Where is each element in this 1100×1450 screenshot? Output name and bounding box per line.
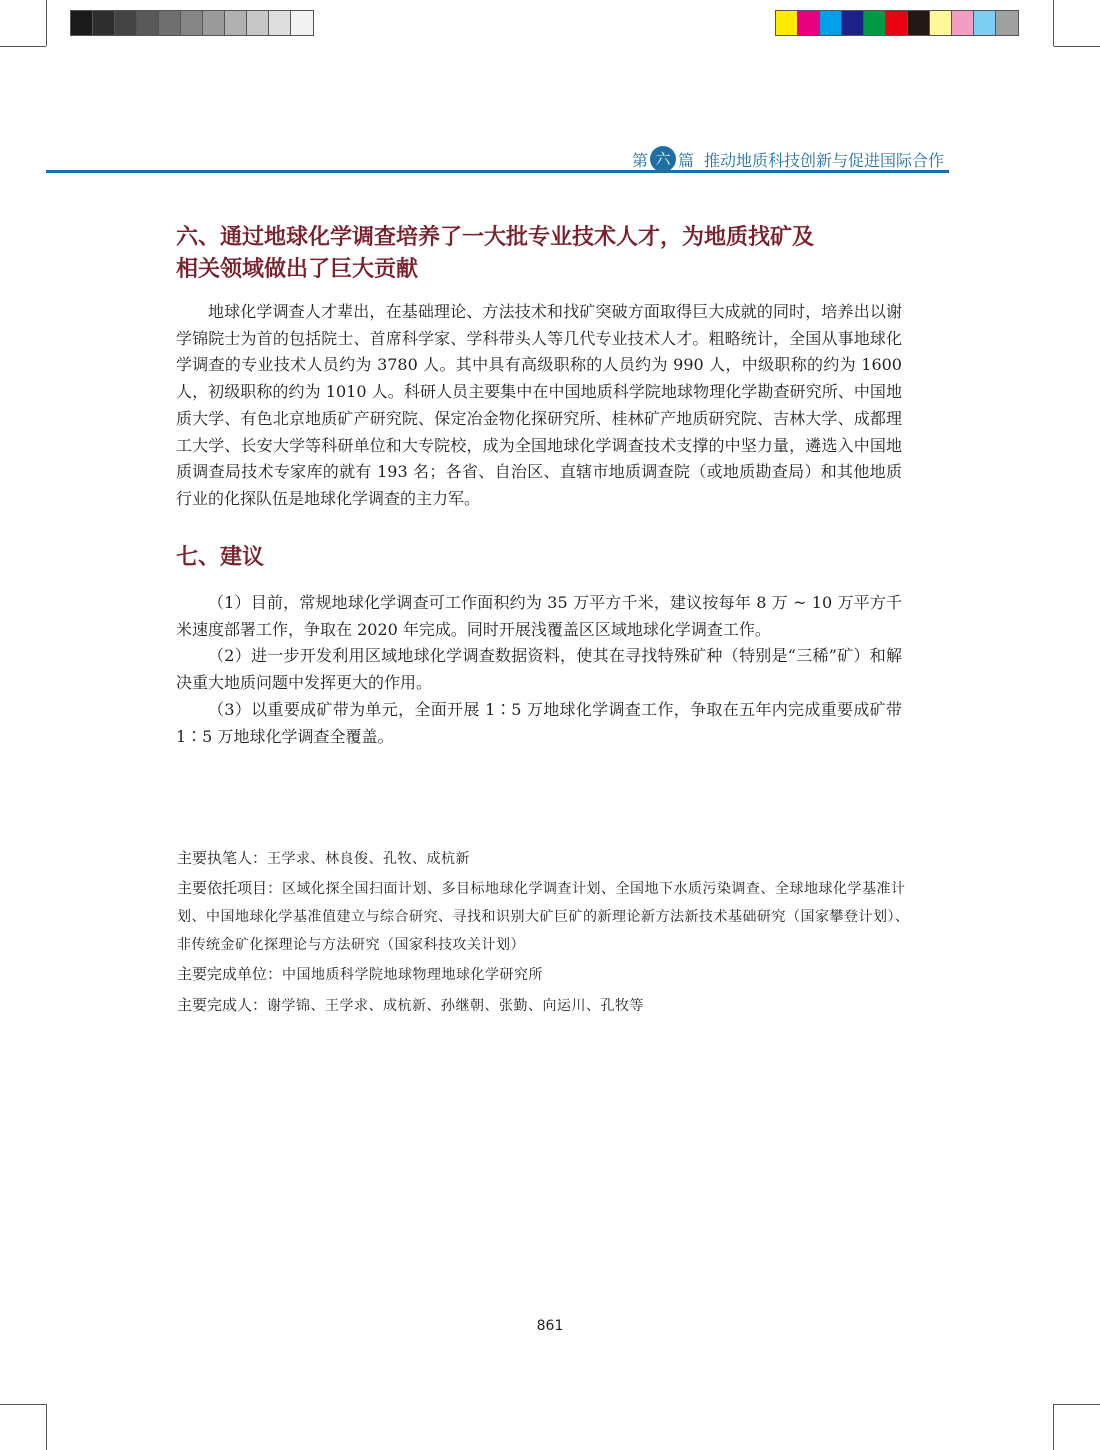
credit-people	[177, 990, 917, 1021]
color-swatch	[820, 11, 842, 35]
color-swatch	[886, 11, 908, 35]
credits-block	[177, 843, 917, 1021]
part-suffix: 篇	[678, 150, 695, 170]
color-swatch	[776, 11, 798, 35]
grayscale-calibration-bar	[70, 10, 314, 36]
crop-mark	[1054, 1404, 1100, 1405]
credit-value: 中国地质科学院地球物理地球化学研究所	[282, 967, 544, 983]
color-swatch	[952, 11, 974, 35]
part-prefix: 第	[632, 150, 649, 170]
color-swatch	[974, 11, 996, 35]
gray-swatch	[225, 11, 247, 35]
color-swatch	[864, 11, 886, 35]
color-swatch	[996, 11, 1018, 35]
crop-mark	[1053, 0, 1054, 46]
recommendation-item: （3）以重要成矿带为单元，全面开展 1∶5 万地球化学调查工作，争取在五年内完成重要成矿带 1∶5 万地球化学调查全覆盖。	[176, 699, 902, 746]
gray-swatch	[159, 11, 181, 35]
credit-value: 谢学锦、王学求、成杭新、孙继朝、张勤、向运川、孔牧等	[267, 998, 645, 1014]
section-7-title: 七、建议	[176, 545, 265, 570]
section-7-body	[176, 590, 902, 750]
gray-swatch	[93, 11, 115, 35]
color-swatch	[930, 11, 952, 35]
crop-mark	[46, 0, 47, 46]
credit-value: 王学求、林良俊、孔牧、成杭新	[267, 851, 471, 867]
gray-swatch	[291, 11, 313, 35]
color-calibration-bar	[775, 10, 1019, 36]
color-swatch	[908, 11, 930, 35]
recommendation-item: （1）目前，常规地球化学调查可工作面积约为 35 万平方千米，建议按每年 8 万 ~ 10 万平方千米速度部署工作，争取在 2020 年完成。同时开展浅覆盖区区域地球化学调查工作。	[176, 593, 902, 639]
gray-swatch	[137, 11, 159, 35]
credit-value: 区域化探全国扫面计划、多目标地球化学调查计划、全国地下水质污染调查、全球地球化学基准计划、中国地球化学基准值建立与综合研究、寻找和识别大矿巨矿的新理论新方法新技术基础研究（国家攀登计划）、非传统金矿化探理论与方法研究（国家科技攻关计划）	[177, 881, 910, 953]
crop-mark	[0, 1404, 46, 1405]
crop-mark	[1054, 46, 1100, 47]
color-swatch	[842, 11, 864, 35]
credit-unit	[177, 959, 917, 990]
crop-mark	[0, 46, 46, 47]
crop-mark	[1053, 1404, 1054, 1450]
credit-label: 主要依托项目：	[177, 879, 283, 897]
crop-mark	[46, 1404, 47, 1450]
section-6-title-line1: 六、通过地球化学调查培养了一大批专业技术人才，为地质找矿及	[176, 225, 815, 250]
credit-writers	[177, 843, 917, 874]
gray-swatch	[269, 11, 291, 35]
color-swatch	[798, 11, 820, 35]
gray-swatch	[181, 11, 203, 35]
recommendation-item: （2）进一步开发利用区域地球化学调查数据资料，使其在寻找特殊矿种（特别是“三稀”矿）和解决重大地质问题中发挥更大的作用。	[176, 646, 902, 693]
gray-swatch	[71, 11, 93, 35]
header-rule	[46, 170, 949, 173]
credit-label: 主要完成人：	[177, 996, 268, 1014]
gray-swatch	[115, 11, 137, 35]
section-6-body	[176, 299, 902, 513]
section-6-title-line2: 相关领域做出了巨大贡献	[176, 257, 419, 282]
part-label	[632, 146, 694, 172]
credit-projects	[177, 874, 917, 959]
page-number: 861	[536, 1318, 564, 1334]
gray-swatch	[203, 11, 225, 35]
section-6-title	[176, 222, 916, 286]
section-6-paragraph: 地球化学调查人才辈出，在基础理论、方法技术和找矿突破方面取得巨大成就的同时，培养出以谢学锦院士为首的包括院士、首席科学家、学科带头人等几代专业技术人才。粗略统计，全国从事地球化学调查的专业技术人员约为 3780 人。其中具有高级职称的人员约为 990 人，中级职称的约为 1600 人，初级职称的约为 1010 人。科研人员主要集中在中国地质科学院地球物理化学勘查研究所、中国地质大学、有色北京地质矿产研究院、保定冶金物化探研究所、桂林矿产地质研究院、吉林大学、成都理工大学、长安大学等科研单位和大专院校，成为全国地球化学调查技术支撑的中坚力量，遴选入中国地质调查局技术专家库的就有 193 名；各省、自治区、直辖市地质调查院（或地质勘查局）和其他地质行业的化探队伍是地球化学调查的主力军。	[176, 302, 902, 508]
gray-swatch	[247, 11, 269, 35]
part-number-badge: 六	[650, 146, 676, 172]
part-title: 推动地质科技创新与促进国际合作	[704, 150, 945, 170]
credit-label: 主要执笔人：	[177, 849, 268, 867]
running-header	[632, 146, 944, 172]
credit-label: 主要完成单位：	[177, 965, 283, 983]
